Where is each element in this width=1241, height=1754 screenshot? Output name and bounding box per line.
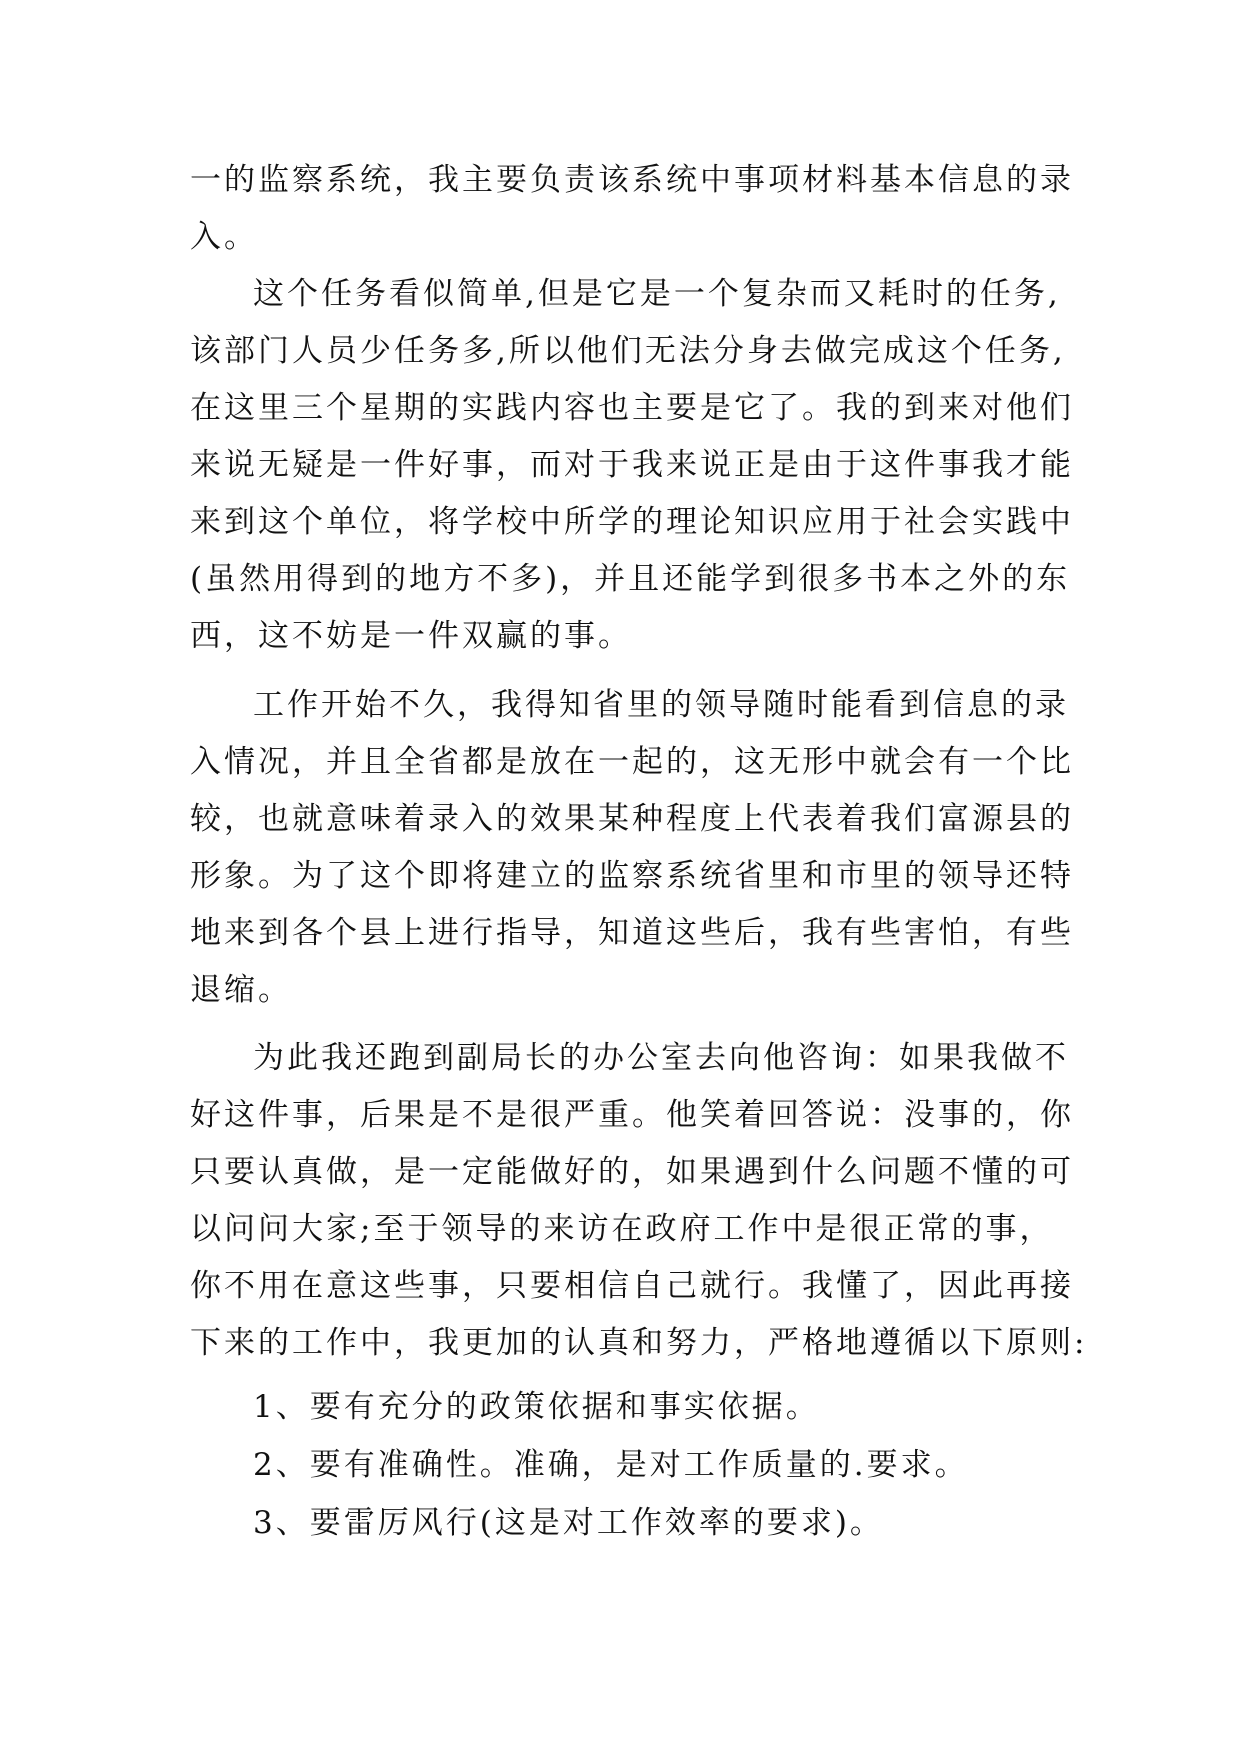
text-line: 为此我还跑到副局长的办公室去向他咨询：如果我做不: [253, 1040, 1069, 1076]
text-line: 只要认真做，是一定能做好的，如果遇到什么问题不懂的可: [190, 1154, 1074, 1190]
text-line: 西，这不妨是一件双赢的事。: [190, 618, 632, 654]
list-item: 2、要有准确性。准确，是对工作质量的.要求。: [253, 1447, 969, 1483]
text-line: 较，也就意味着录入的效果某种程度上代表着我们富源县的: [190, 801, 1074, 837]
text-line: 好这件事，后果是不是很严重。他笑着回答说：没事的，你: [190, 1097, 1074, 1133]
text-line: 退缩。: [190, 972, 292, 1008]
text-line: 来说无疑是一件好事，而对于我来说正是由于这件事我才能: [190, 447, 1074, 483]
text-line: 一的监察系统，我主要负责该系统中事项材料基本信息的录: [190, 162, 1074, 198]
text-line: 入。: [190, 219, 258, 255]
text-line: 这个任务看似简单,但是它是一个复杂而又耗时的任务,: [253, 276, 1061, 312]
text-line: 下来的工作中，我更加的认真和努力，严格地遵循以下原则:: [190, 1325, 1088, 1361]
text-line: (虽然用得到的地方不多)，并且还能学到很多书本之外的东: [190, 561, 1071, 597]
list-item: 3、要雷厉风行(这是对工作效率的要求)。: [253, 1505, 884, 1541]
text-line: 以问问大家;至于领导的来访在政府工作中是很正常的事，: [190, 1211, 1054, 1247]
text-line: 入情况，并且全省都是放在一起的，这无形中就会有一个比: [190, 744, 1074, 780]
list-item: 1、要有充分的政策依据和事实依据。: [253, 1389, 820, 1425]
text-line: 该部门人员少任务多,所以他们无法分身去做完成这个任务,: [190, 333, 1066, 369]
text-line: 在这里三个星期的实践内容也主要是它了。我的到来对他们: [190, 390, 1074, 426]
text-line: 地来到各个县上进行指导，知道这些后，我有些害怕，有些: [190, 915, 1074, 951]
text-line: 你不用在意这些事，只要相信自己就行。我懂了，因此再接: [190, 1268, 1074, 1304]
text-line: 来到这个单位，将学校中所学的理论知识应用于社会实践中: [190, 504, 1074, 540]
text-line: 形象。为了这个即将建立的监察系统省里和市里的领导还特: [190, 858, 1074, 894]
text-line: 工作开始不久，我得知省里的领导随时能看到信息的录: [253, 687, 1069, 723]
